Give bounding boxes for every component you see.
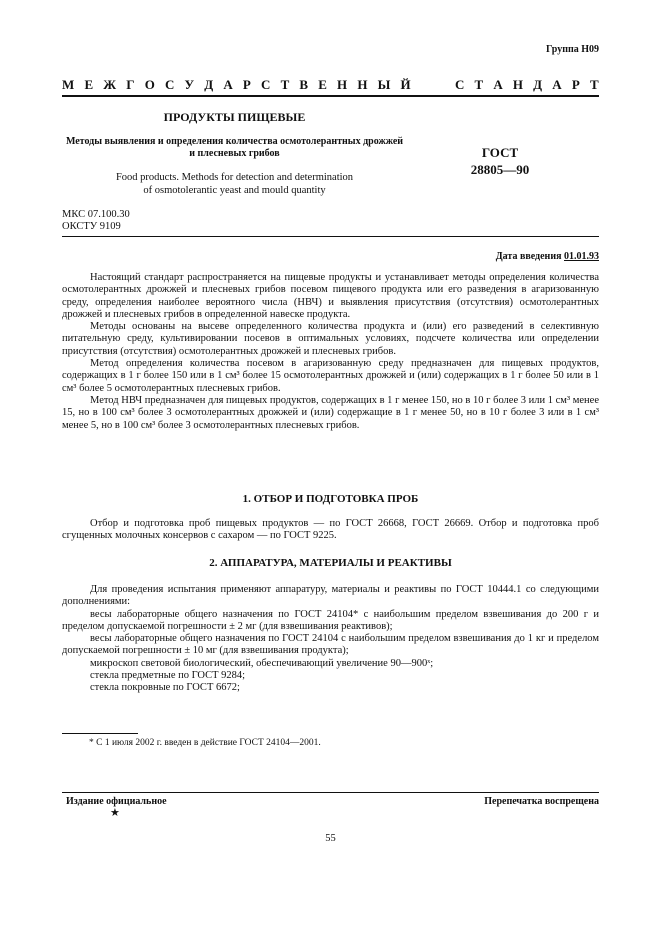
banner-letter: Н <box>512 77 524 92</box>
banner-letter: С <box>261 77 271 92</box>
classification-codes <box>62 209 130 233</box>
page-number: 55 <box>325 833 336 844</box>
banner-letter: М <box>62 77 75 92</box>
banner-letter: А <box>493 77 503 92</box>
banner-letter: Т <box>589 77 599 92</box>
banner-letter: Р <box>242 77 251 92</box>
banner-letter: Н <box>337 77 348 92</box>
banner-letter: Г <box>126 77 135 92</box>
paragraph: весы лабораторные общего назначения по ГОСТ 24104* с наибольшим пределом взвешивания до 200 г и пределом допускаемой погрешности ± 2 мг (для взвешивания реактивов); <box>62 608 599 632</box>
banner-gap <box>421 77 445 95</box>
paragraph: стекла предметные по ГОСТ 9284; <box>90 670 246 682</box>
banner-letter: А <box>223 77 233 92</box>
banner-letter: Д <box>204 77 214 92</box>
paragraph: микроскоп световой биологический, обеспечивающий увеличение 90—900ˣ; <box>90 657 434 669</box>
interstate-standard-banner <box>62 77 599 97</box>
header-divider <box>62 236 599 237</box>
footnote: * С 1 июля 2002 г. введен в действие ГОСТ 24104—2001. <box>89 738 321 748</box>
banner-letter: Ы <box>377 77 391 92</box>
english-title <box>62 171 407 197</box>
paragraph: Для проведения испытания применяют аппаратуру, материалы и реактивы по ГОСТ 10444.1 со следующими дополнениями: <box>62 584 599 608</box>
introduction-date <box>496 251 599 262</box>
banner-letter: Ж <box>103 77 117 92</box>
date-label: Дата введения <box>495 251 562 262</box>
banner-letter: О <box>144 77 155 92</box>
banner-letter: Е <box>318 77 327 92</box>
mks-code: МКС 07.100.30 <box>62 209 130 220</box>
banner-letter: В <box>299 77 309 92</box>
section-2-heading: 2. АППАРАТУРА, МАТЕРИАЛЫ И РЕАКТИВЫ <box>209 557 452 569</box>
banner-letter: Н <box>357 77 368 92</box>
english-title-line: of osmotolerantic yeast and mould quantity <box>143 185 326 196</box>
paragraph: весы лабораторные общего назначения по ГОСТ 24104 с наибольшим пределом взвешивания до 1 кг и пределом допускаемой погрешности ± 10 мг (для взвешивания продукта); <box>62 633 599 657</box>
section-1-text <box>62 518 599 543</box>
footer-divider <box>62 792 599 793</box>
gost-number: 28805—90 <box>470 162 530 177</box>
intro-text <box>62 272 599 432</box>
paragraph: Настоящий стандарт распространяется на пищевые продукты и устанавливает методы определения количества осмотолерантных дрожжей и плесневых грибов посевом пищевого продукта или его разведения в агаризованную среду, определения наиболее вероятного числа (НВЧ) и выявления присутствия (отсутствия) осмотолерантных дрожжей и плесневых грибов в определенной навеске продукта. <box>62 272 599 320</box>
banner-letter: А <box>552 77 562 92</box>
paragraph: Методы основаны на высеве определенного количества продукта и (или) его разведений в селективную питательную среду, культивировании посевов в оптимальных условиях, подсчете количества или определении присутствия (отсутствия) осмотолерантных дрожжей и плесневых грибов. <box>62 321 599 357</box>
document-subtitle: Методы выявления и определения количества осмотолерантных дрожжей и плесневых грибов <box>65 136 404 159</box>
banner-letter: У <box>184 77 195 92</box>
gost-label: ГОСТ <box>481 145 519 160</box>
paragraph: стекла покровные по ГОСТ 6672; <box>90 682 240 694</box>
banner-letter: Д <box>533 77 543 92</box>
group-code: Группа Н09 <box>546 44 599 55</box>
banner-letter: С <box>454 77 465 92</box>
banner-letter: Т <box>474 77 484 92</box>
english-title-line: Food products. Methods for detection and determination <box>115 172 354 183</box>
paragraph: Отбор и подготовка проб пищевых продуктов — по ГОСТ 26668, ГОСТ 26669. Отбор и подготовка проб сгущенных молочных консервов с сахаром — по ГОСТ 9225. <box>62 518 599 542</box>
paragraph: Метод НВЧ предназначен для пищевых продуктов, содержащих в 1 г менее 150, но в 10 г более 3 или 1 см³ менее 15, но в 100 см³ более 3 осмотолерантных дрожжей и (или) содержащие в 1 г менее 50, но в 10 г более 3 или в 1 см³ менее 5, но в 100 см³ более 3 осмотолерантных плесневых грибов. <box>62 394 599 431</box>
okstu-code: ОКСТУ 9109 <box>62 221 121 232</box>
footnote-rule <box>62 733 138 734</box>
banner-letter: Т <box>280 77 290 92</box>
reprint-prohibited: Перепечатка воспрещена <box>484 796 599 807</box>
official-edition: Издание официальное <box>66 796 167 807</box>
banner-letter: Р <box>571 77 580 92</box>
section-1-heading: 1. ОТБОР И ПОДГОТОВКА ПРОБ <box>242 493 419 505</box>
gost-designation <box>440 144 560 178</box>
banner-letter: Й <box>400 77 411 92</box>
banner-letter: С <box>165 77 175 92</box>
paragraph: Метод определения количества посевом в агаризованную среду предназначен для пищевых продуктов, содержащих в 1 г более 150 или в 1 см³ более 15 осмотолерантных дрожжей и (или) содержащих в 1 г более 50 или в 1 см³ более 5 осмотолерантных плесневых грибов. <box>62 358 599 394</box>
section-2-text <box>62 584 599 695</box>
date-value: 01.01.93 <box>564 251 599 262</box>
star-icon: ★ <box>110 807 120 819</box>
document-title: ПРОДУКТЫ ПИЩЕВЫЕ <box>163 110 306 124</box>
banner-letter: Е <box>84 77 94 92</box>
